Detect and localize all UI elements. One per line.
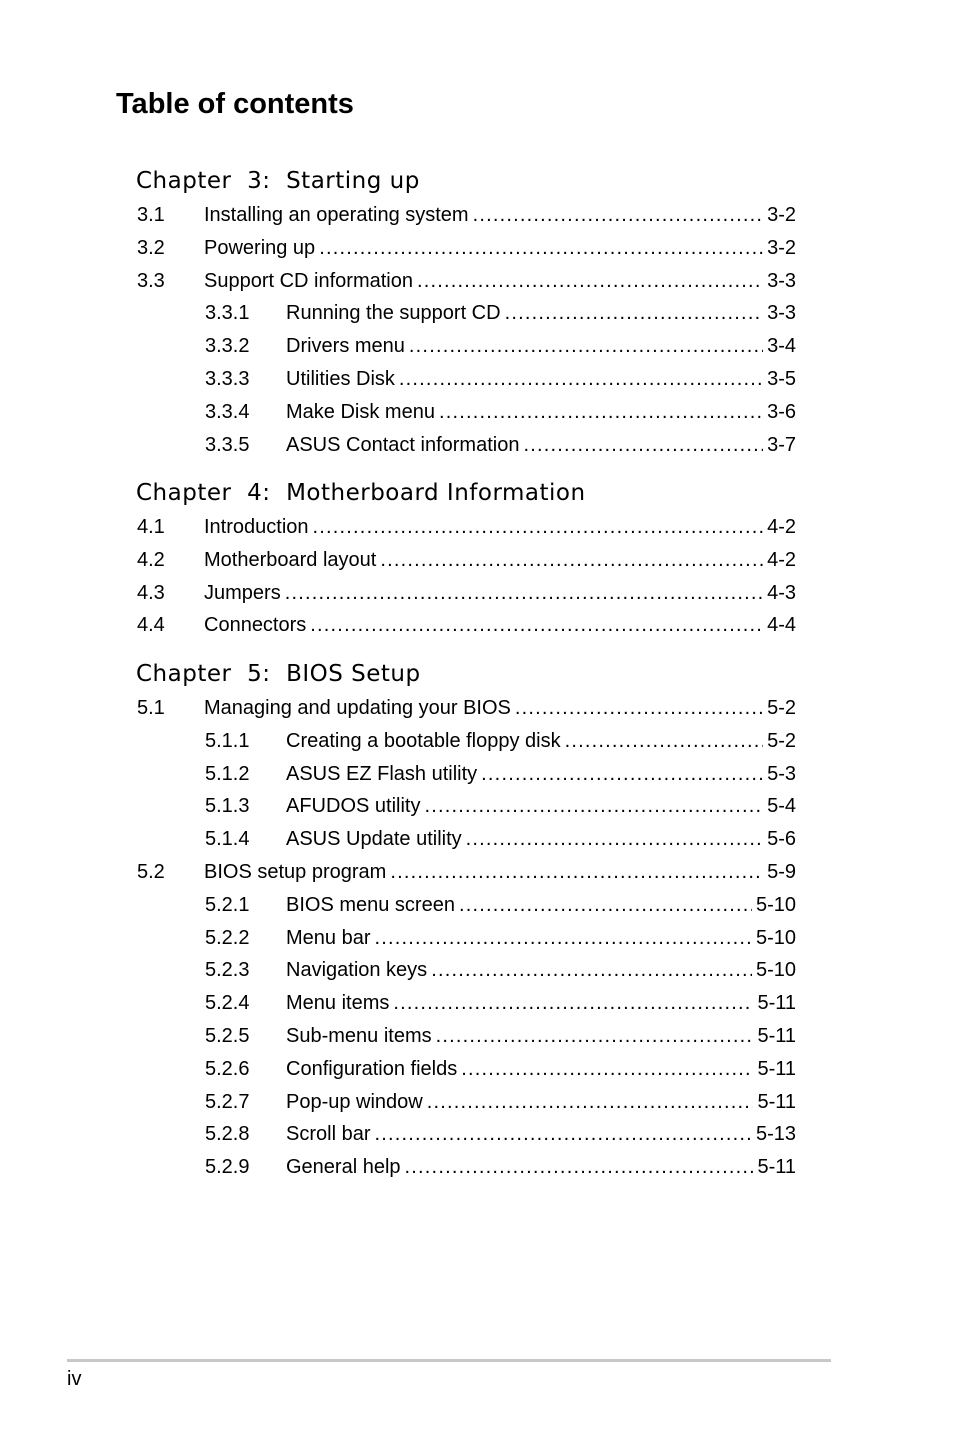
toc-entry-page: 5-11 xyxy=(757,1057,796,1080)
toc-entry[interactable] xyxy=(137,728,796,754)
toc-entry-number: 4.4 xyxy=(137,614,165,637)
toc-entry[interactable] xyxy=(137,990,796,1016)
toc-entry-page: 3-6 xyxy=(767,400,796,423)
toc-entry-title: Navigation keys xyxy=(286,959,428,982)
toc-entry-title: Running the support CD xyxy=(286,302,501,325)
toc-entry-page: 4-2 xyxy=(767,548,796,571)
dot-leader xyxy=(466,826,763,852)
toc-entry-title: Menu items xyxy=(286,992,390,1015)
toc-entry-page: 4-2 xyxy=(767,516,796,538)
toc-entry-title: ASUS Contact information xyxy=(286,433,520,456)
toc-entry-number: 5.2.8 xyxy=(205,1123,250,1146)
toc-entry-page: 5-3 xyxy=(767,762,796,785)
toc-entry-number: 3.3.2 xyxy=(205,335,250,358)
dot-leader xyxy=(319,235,763,261)
toc-entry-number: 3.3.3 xyxy=(205,368,250,390)
toc-entry-title: Managing and updating your BIOS xyxy=(204,697,511,719)
toc-entry-page: 5-2 xyxy=(767,697,796,719)
toc-entry-title: Jumpers xyxy=(204,581,281,604)
toc-entry-title: Creating a bootable floppy disk xyxy=(286,729,561,752)
toc-entry[interactable] xyxy=(137,399,796,425)
chapter-heading: Chapter 5: BIOS Setup xyxy=(136,661,421,687)
toc-entry[interactable] xyxy=(137,826,796,852)
toc-entry-page: 3-4 xyxy=(767,335,796,358)
toc-entry-title: Drivers menu xyxy=(286,335,405,358)
toc-entry[interactable] xyxy=(137,235,796,261)
chapter-heading: Chapter 4: Motherboard Information xyxy=(136,480,586,506)
toc-entry-title: Powering up xyxy=(204,236,316,259)
toc-entry[interactable] xyxy=(137,547,796,573)
toc-entry-number: 4.2 xyxy=(137,548,165,571)
toc-entry-title: Utilities Disk xyxy=(286,368,395,390)
toc-entry-page: 5-11 xyxy=(757,1025,796,1047)
toc-entry[interactable] xyxy=(137,268,796,294)
toc-entry-title: Connectors xyxy=(204,614,307,637)
dot-leader xyxy=(515,695,763,721)
footer-divider xyxy=(67,1359,831,1362)
toc-entry-title: Configuration fields xyxy=(286,1057,458,1080)
toc-entry-page: 3-2 xyxy=(767,236,796,259)
dot-leader xyxy=(313,514,764,540)
dot-leader xyxy=(481,761,763,787)
dot-leader xyxy=(390,859,763,885)
toc-entry[interactable] xyxy=(137,202,796,228)
toc-entry-title: Introduction xyxy=(204,516,309,538)
toc-entry-title: AFUDOS utility xyxy=(286,795,421,818)
toc-entry-number: 4.1 xyxy=(137,516,165,538)
toc-entry[interactable] xyxy=(137,432,796,458)
toc-entry-page: 5-11 xyxy=(757,1090,796,1113)
toc-entry-number: 5.2.4 xyxy=(205,992,250,1015)
dot-leader xyxy=(459,892,752,918)
dot-leader xyxy=(393,990,753,1016)
toc-entry-number: 4.3 xyxy=(137,581,165,604)
dot-leader xyxy=(439,399,763,425)
dot-leader xyxy=(409,333,763,359)
toc-entry-page: 5-10 xyxy=(755,926,796,949)
toc-entry-title: Scroll bar xyxy=(286,1123,371,1146)
toc-entry[interactable] xyxy=(137,859,796,885)
toc-entry-number: 3.2 xyxy=(137,236,165,259)
toc-entry-title: ASUS EZ Flash utility xyxy=(286,762,478,785)
toc-entry[interactable] xyxy=(137,612,796,638)
toc-entry[interactable] xyxy=(137,580,796,606)
toc-entry-number: 3.3 xyxy=(137,269,165,292)
toc-entry-page: 3-3 xyxy=(767,269,796,292)
toc-entry-title: Pop-up window xyxy=(286,1090,423,1113)
toc-entry[interactable] xyxy=(137,366,796,392)
toc-entry-number: 5.2.9 xyxy=(205,1156,250,1179)
toc-entry[interactable] xyxy=(137,925,796,951)
dot-leader xyxy=(374,1121,751,1147)
toc-entry-page: 5-4 xyxy=(767,795,796,818)
toc-entry-page: 5-2 xyxy=(767,729,796,752)
toc-entry-number: 3.3.5 xyxy=(205,433,250,456)
toc-entry-page: 5-10 xyxy=(755,959,796,982)
dot-leader xyxy=(375,925,752,951)
toc-entry[interactable] xyxy=(137,761,796,787)
toc-entry-title: Installing an operating system xyxy=(204,204,469,226)
toc-entry[interactable] xyxy=(137,1154,796,1180)
toc-entry-number: 5.2.6 xyxy=(205,1057,250,1080)
toc-entry-page: 5-10 xyxy=(755,893,796,916)
toc-entry[interactable] xyxy=(137,1121,796,1147)
dot-leader xyxy=(461,1056,753,1082)
toc-entry-title: Support CD information xyxy=(204,269,413,292)
toc-entry-title: BIOS menu screen xyxy=(286,893,455,916)
toc-entry[interactable] xyxy=(137,695,796,721)
toc-entry-page: 3-7 xyxy=(767,433,796,456)
dot-leader xyxy=(405,1154,754,1180)
toc-entry-number: 5.2.7 xyxy=(205,1090,250,1113)
toc-entry-number: 5.1.2 xyxy=(205,762,250,785)
dot-leader xyxy=(505,300,764,326)
toc-entry-page: 5-13 xyxy=(755,1123,796,1146)
toc-entry-number: 5.1.1 xyxy=(205,729,250,752)
toc-entry-page: 3-5 xyxy=(767,368,796,390)
toc-entry[interactable] xyxy=(137,1056,796,1082)
toc-entry-page: 4-3 xyxy=(767,581,796,604)
toc-entry[interactable] xyxy=(137,1023,796,1049)
dot-leader xyxy=(380,547,763,573)
toc-entry-number: 5.1.4 xyxy=(205,828,250,851)
toc-entry-number: 3.1 xyxy=(137,204,165,226)
dot-leader xyxy=(436,1023,754,1049)
toc-entry-title: General help xyxy=(286,1156,401,1179)
toc-entry-title: Motherboard layout xyxy=(204,548,377,571)
toc-entry-number: 5.2.5 xyxy=(205,1025,250,1047)
page-number: iv xyxy=(67,1368,82,1390)
toc-entry[interactable] xyxy=(137,514,796,540)
toc-entry-number: 5.1 xyxy=(137,697,165,719)
toc-entry-title: BIOS setup program xyxy=(204,861,387,883)
toc-entry-page: 5-9 xyxy=(767,861,796,883)
toc-entry-title: Menu bar xyxy=(286,926,371,949)
dot-leader xyxy=(424,793,763,819)
toc-entry[interactable] xyxy=(137,1089,796,1115)
dot-leader xyxy=(565,728,763,754)
toc-entry[interactable] xyxy=(137,793,796,819)
toc-entry-number: 5.1.3 xyxy=(205,795,250,818)
dot-leader xyxy=(427,1089,754,1115)
toc-entry-page: 5-6 xyxy=(767,828,796,851)
dot-leader xyxy=(431,957,752,983)
dot-leader xyxy=(285,580,763,606)
toc-entry-number: 5.2.3 xyxy=(205,959,250,982)
dot-leader xyxy=(523,432,763,458)
toc-entry-number: 3.3.4 xyxy=(205,400,250,423)
toc-entry-title: Make Disk menu xyxy=(286,400,435,423)
toc-entry-number: 5.2 xyxy=(137,861,165,883)
toc-entry-page: 4-4 xyxy=(767,614,796,637)
toc-entry-number: 5.2.1 xyxy=(205,893,250,916)
dot-leader xyxy=(399,366,763,392)
toc-entry-page: 5-11 xyxy=(757,1156,796,1179)
toc-entry-number: 3.3.1 xyxy=(205,302,250,325)
toc-entry[interactable] xyxy=(137,892,796,918)
toc-entry-page: 5-11 xyxy=(757,992,796,1015)
toc-entry-number: 5.2.2 xyxy=(205,926,250,949)
chapter-heading: Chapter 3: Starting up xyxy=(136,168,420,194)
toc-entry-title: ASUS Update utility xyxy=(286,828,462,851)
page-title: Table of contents xyxy=(116,88,354,120)
toc-entry[interactable] xyxy=(137,957,796,983)
toc-entry-page: 3-3 xyxy=(767,302,796,325)
toc-entry[interactable] xyxy=(137,333,796,359)
dot-leader xyxy=(417,268,763,294)
toc-entry-page: 3-2 xyxy=(767,204,796,226)
toc-entry[interactable] xyxy=(137,300,796,326)
dot-leader xyxy=(310,612,763,638)
dot-leader xyxy=(473,202,764,228)
toc-entry-title: Sub-menu items xyxy=(286,1025,432,1047)
